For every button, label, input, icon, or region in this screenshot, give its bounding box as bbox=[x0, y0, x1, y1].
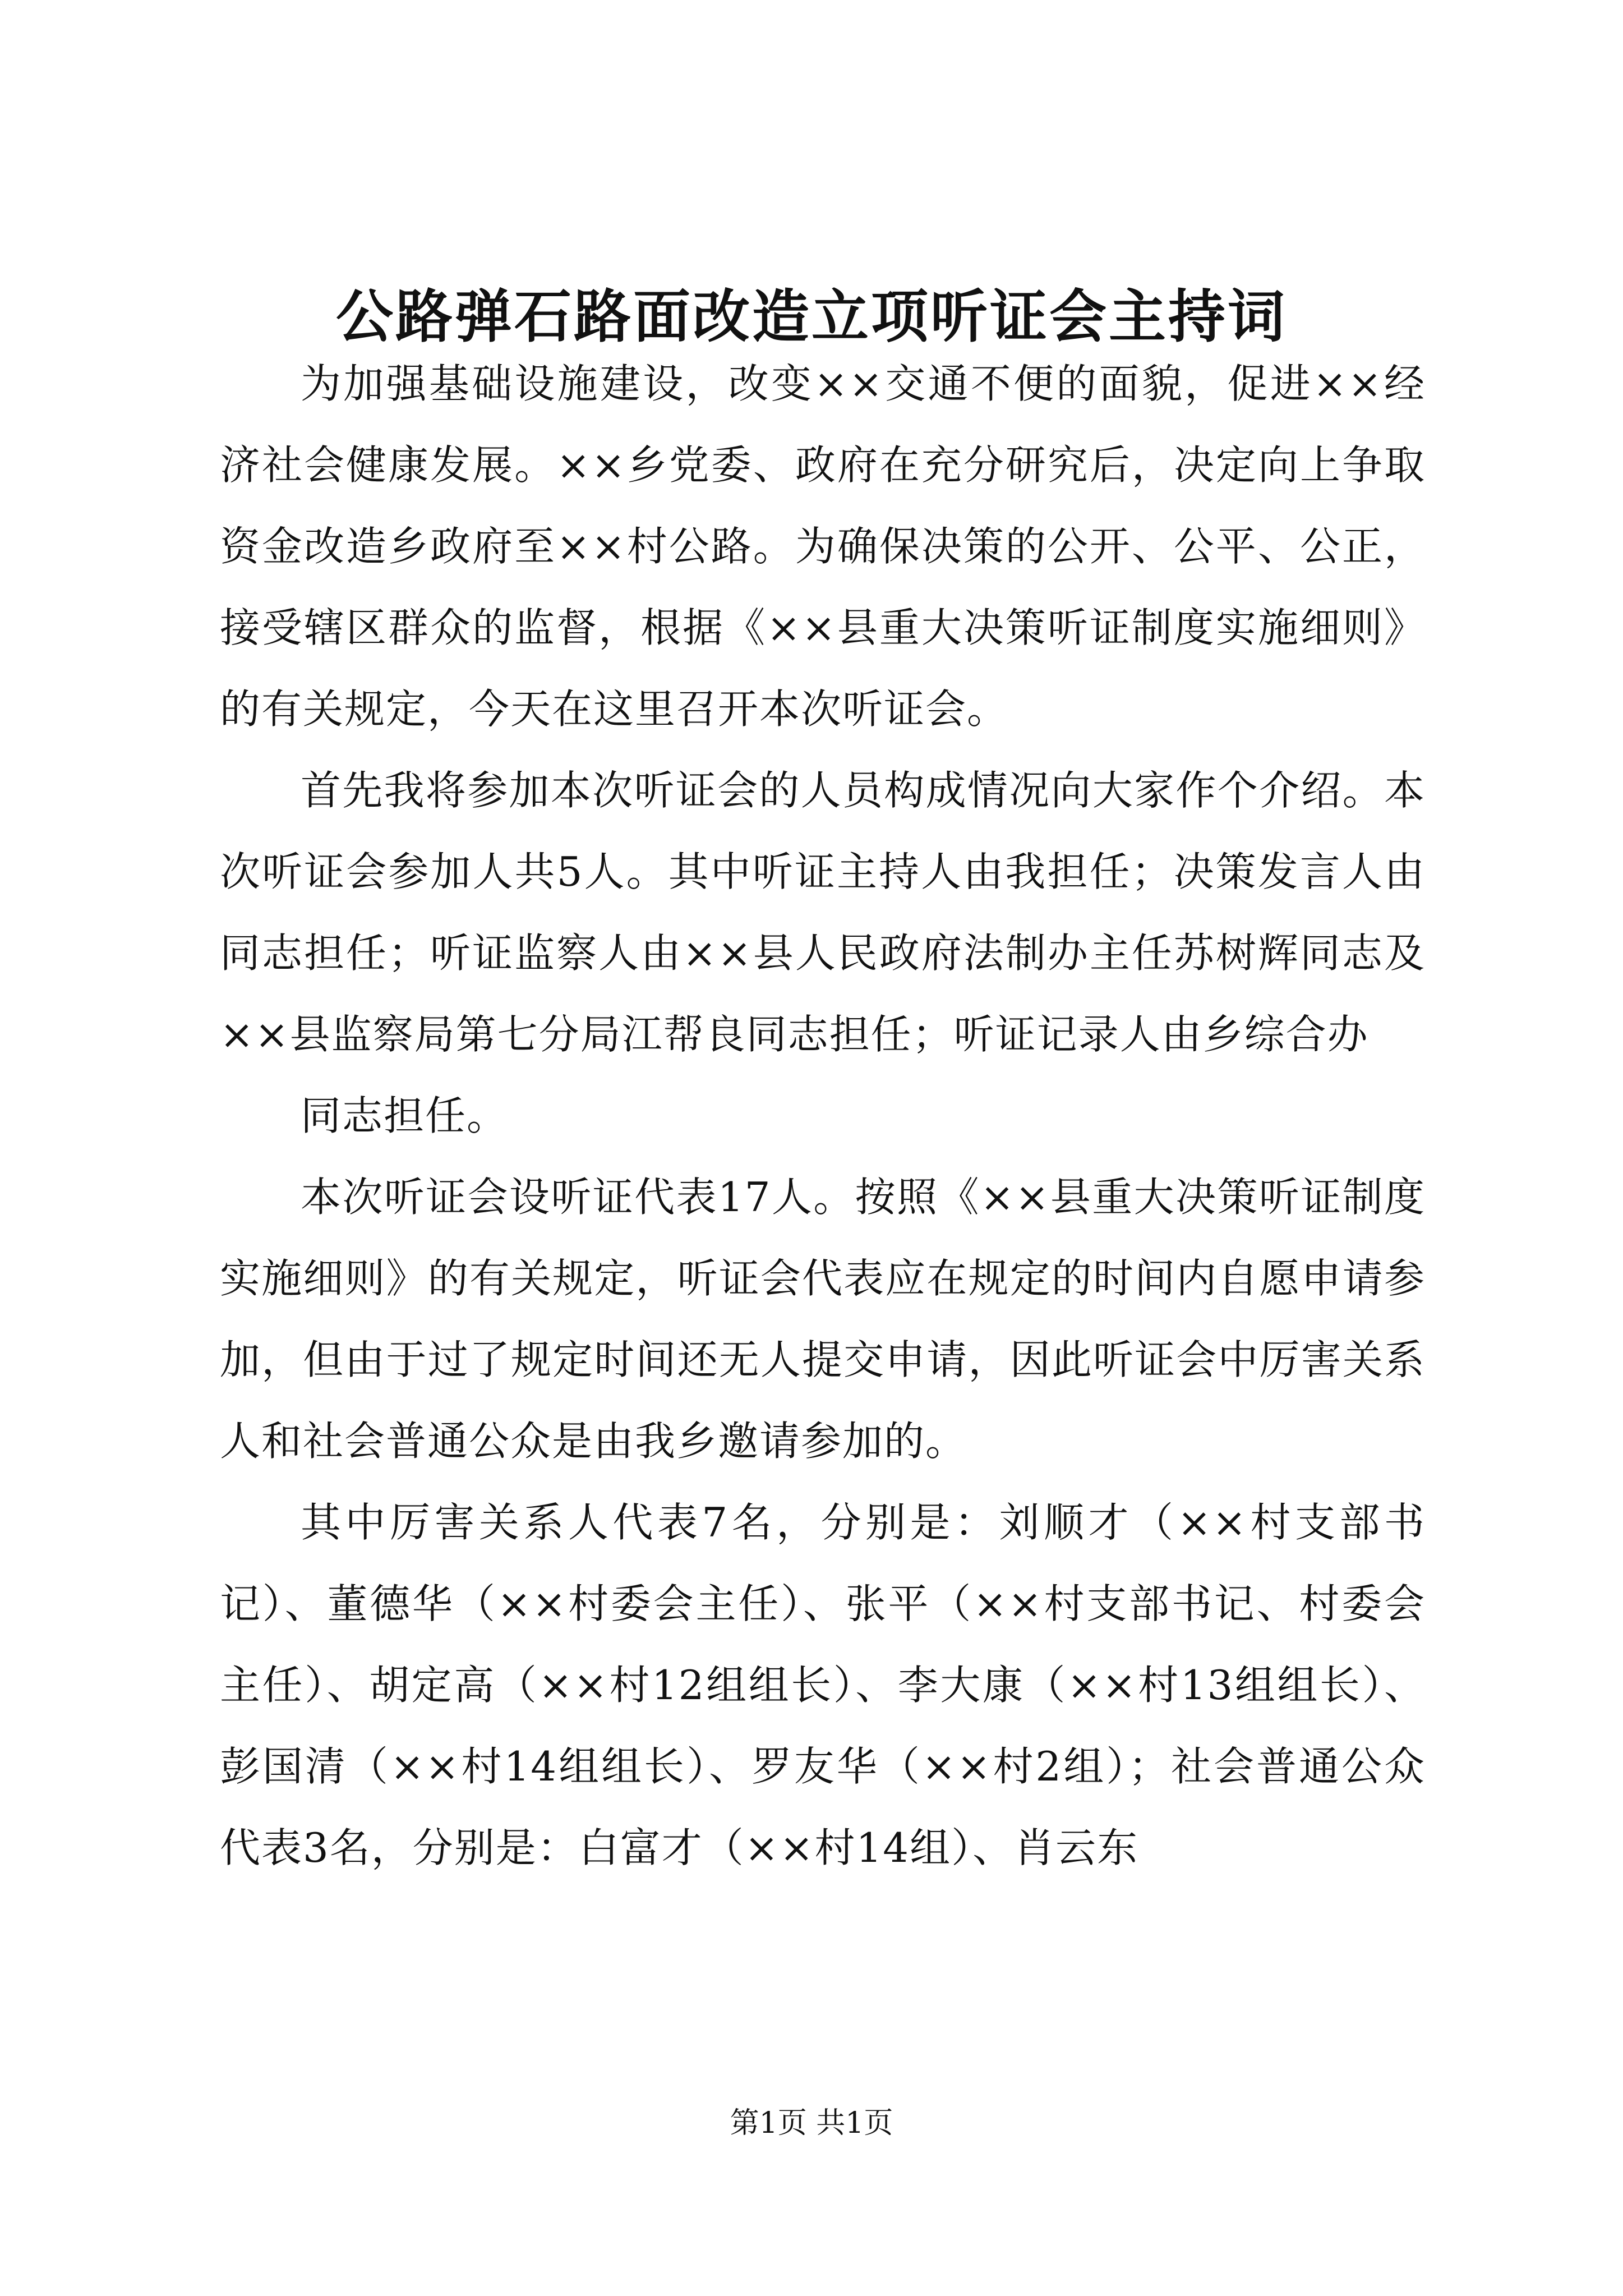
paragraph-stakeholders: 其中厉害关系人代表7名，分别是：刘顺才（××村支部书记）、董德华（××村委会主任）、张平（××村支部书记、村委会主任）、胡定高（××村12组组长）、李大康（××村13组组长）、彭国清（××村14组组长）、罗友华（××村2组）；社会普通公众代表3名，分别是：白富才（××村14组）、肖云东 bbox=[220, 1499, 1426, 1871]
document-body bbox=[220, 343, 1426, 1889]
paragraph-representatives: 本次听证会设听证代表17人。按照《××县重大决策听证制度实施细则》的有关规定，听证会代表应在规定的时间内自愿申请参加，但由于过了规定时间还无人提交申请，因此听证会中厉害关系人和社会普通公众是由我乡邀请参加的。 bbox=[220, 1174, 1426, 1465]
paragraph-participants-continued: 同志担任。 bbox=[301, 1092, 509, 1139]
page-number-footer: 第1页 共1页 bbox=[730, 2106, 893, 2140]
document-title: 公路弹石路面改造立项听证会主持词 bbox=[336, 283, 1287, 351]
paragraph-participants: 首先我将参加本次听证会的人员构成情况向大家作个介绍。本次听证会参加人共5人。其中听证主持人由我担任；决策发言人由同志担任；听证监察人由××县人民政府法制办主任苏树辉同志及××县监察局第七分局江帮良同志担任；听证记录人由乡综合办 bbox=[220, 767, 1426, 1058]
paragraph-intro: 为加强基础设施建设，改变××交通不便的面貌，促进××经济社会健康发展。××乡党委、政府在充分研究后，决定向上争取资金改造乡政府至××村公路。为确保决策的公开、公平、公正，接受辖区群众的监督，根据《××县重大决策听证制度实施细则》的有关规定，今天在这里召开本次听证会。 bbox=[220, 360, 1426, 733]
